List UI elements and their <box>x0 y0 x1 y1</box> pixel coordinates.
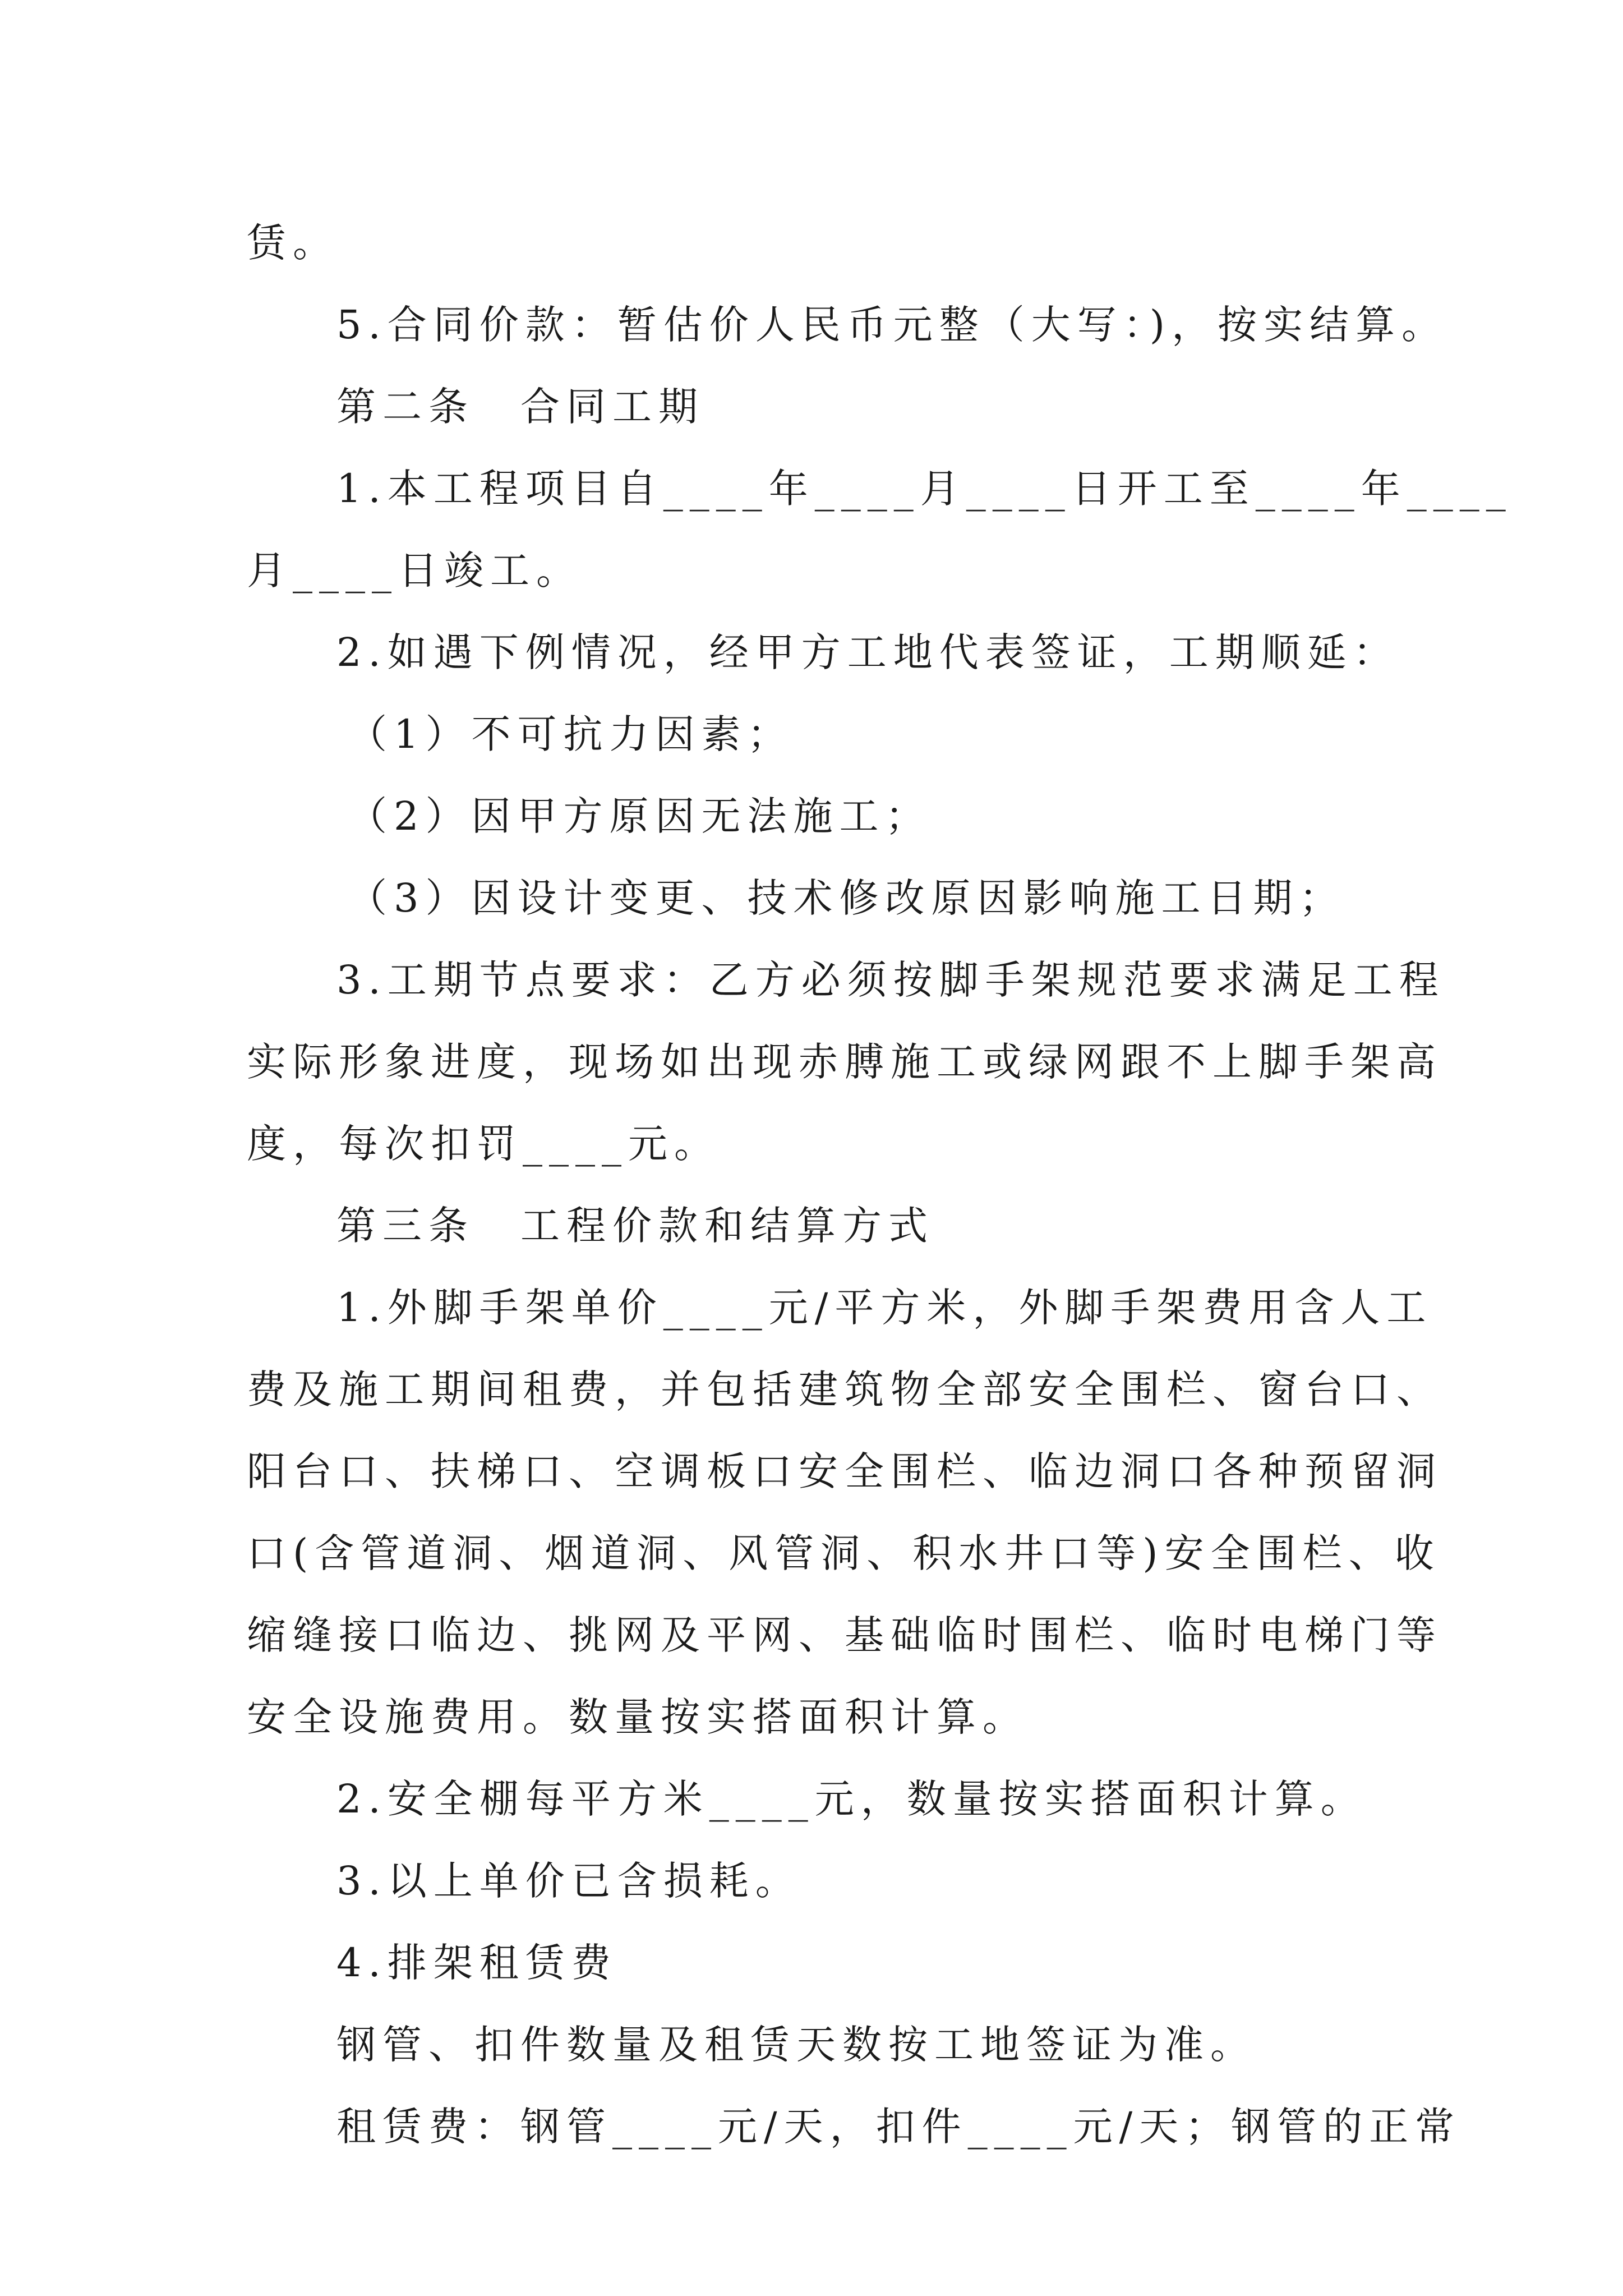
section-heading: 第二条 合同工期 <box>336 384 704 430</box>
text-line: 租赁费：钢管____元/天，扣件____元/天；钢管的正常 <box>336 2104 1461 2150</box>
text-line: 1.外脚手架单价____元/平方米，外脚手架费用含人工 <box>336 1285 1433 1331</box>
text-line: 费及施工期间租费，并包括建筑物全部安全围栏、窗台口、 <box>247 1366 1442 1412</box>
text-line: 实际形象进度，现场如出现赤膊施工或绿网跟不上脚手架高 <box>247 1039 1442 1085</box>
text-line: 3.工期节点要求：乙方必须按脚手架规范要求满足工程 <box>336 957 1445 1003</box>
text-line: 3.以上单价已含损耗。 <box>336 1858 801 1904</box>
text-line: 钢管、扣件数量及租赁天数按工地签证为准。 <box>336 2022 1256 2068</box>
text-line: （1）不可抗力因素； <box>348 711 794 757</box>
text-line: （3）因设计变更、技术修改原因影响施工日期； <box>348 875 1345 921</box>
text-line: 4.排架租赁费 <box>336 1940 617 1986</box>
text-line: 5.合同价款：暂估价人民币元整（大写：)，按实结算。 <box>336 302 1448 348</box>
text-line: 月____日竣工。 <box>247 547 582 593</box>
text-line: 赁。 <box>247 220 339 266</box>
text-line: 1.本工程项目自____年____月____日开工至____年____ <box>336 466 1513 512</box>
text-line: （2）因甲方原因无法施工； <box>348 793 932 839</box>
text-line: 口(含管道洞、烟道洞、风管洞、积水井口等)安全围栏、收 <box>247 1530 1441 1576</box>
text-line: 安全设施费用。数量按实搭面积计算。 <box>247 1694 1029 1740</box>
text-line: 2.如遇下例情况，经甲方工地代表签证，工期顺延： <box>336 629 1399 675</box>
text-line: 缩缝接口临边、挑网及平网、基础临时围栏、临时电梯门等 <box>247 1612 1442 1658</box>
section-heading: 第三条 工程价款和结算方式 <box>336 1203 934 1249</box>
contract-text-body <box>247 202 1513 2168</box>
text-line: 度，每次扣罚____元。 <box>247 1121 720 1167</box>
text-line: 阳台口、扶梯口、空调板口安全围栏、临边洞口各种预留洞 <box>247 1448 1442 1494</box>
text-line: 2.安全棚每平方米____元，数量按实搭面积计算。 <box>336 1776 1367 1822</box>
